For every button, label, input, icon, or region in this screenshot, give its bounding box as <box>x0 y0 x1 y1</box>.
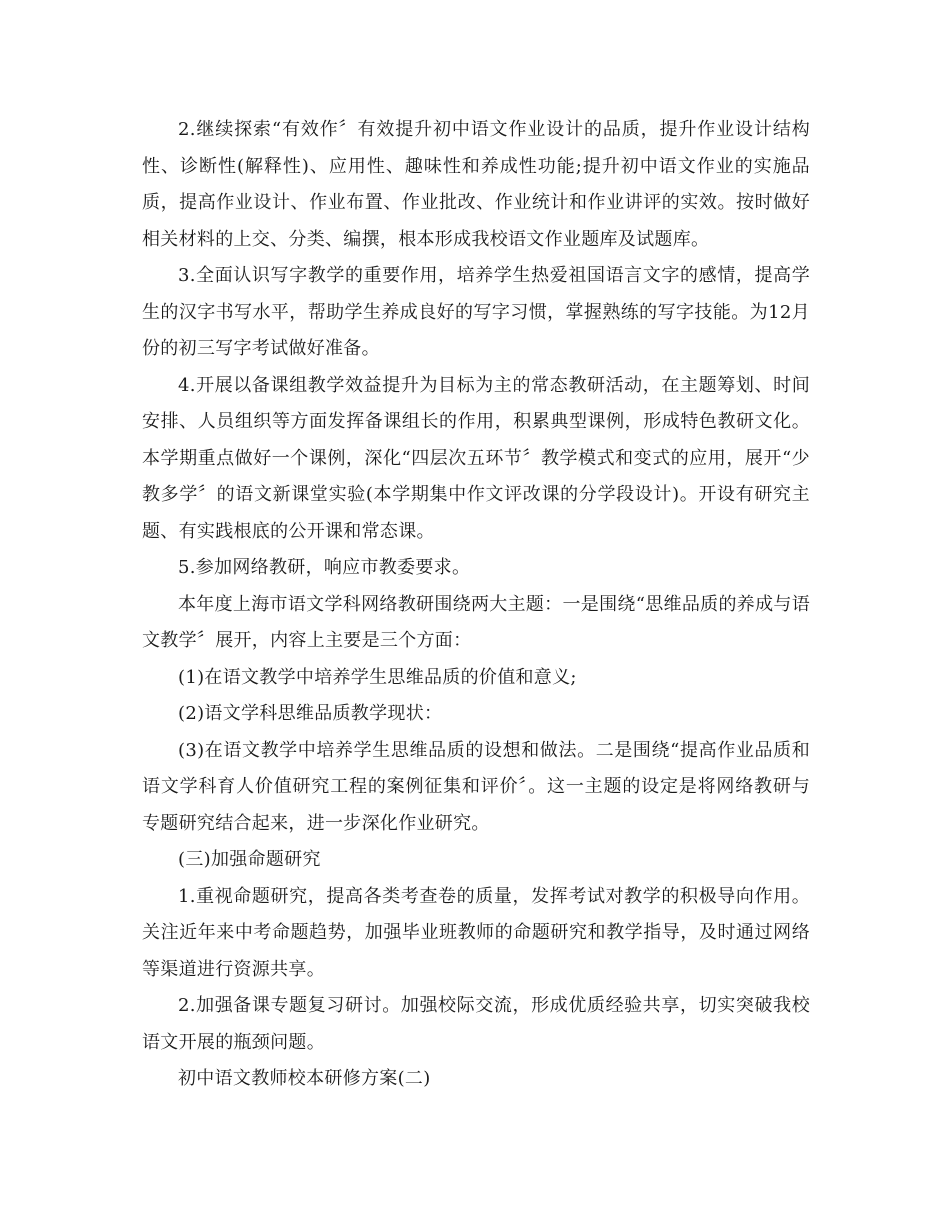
paragraph-exam-research: 1.重视命题研究，提高各类考查卷的质量，发挥考试对教学的积极导向作用。关注近年来中考命题趋势，加强毕业班教师的命题研究和教学指导，及时通过网络等渠道进行资源共享。 <box>142 885 810 980</box>
paragraph-online-research: 5.参加网络教研，响应市教委要求。 <box>178 557 471 578</box>
document-body <box>142 112 810 1098</box>
section-heading-exam-research: (三)加强命题研究 <box>178 849 321 870</box>
document-subtitle: 初中语文教师校本研修方案(二) <box>178 1068 431 1089</box>
paragraph-item-1: (1)在语文教学中培养学生思维品质的价值和意义; <box>178 666 577 688</box>
paragraph-writing-teaching: 3.全面认识写字教学的重要作用，培养学生热爱祖国语言文字的感情，提高学生的汉字书写水平，帮助学生养成良好的写字习惯，掌握熟练的写字技能。为12月份的初三写字考试做好准备。 <box>142 265 810 359</box>
paragraph-item-2: (2)语文学科思维品质教学现状： <box>178 703 443 724</box>
paragraph-homework-design: 2.继续探索“有效作〞有效提升初中语文作业设计的品质，提升作业设计结构性、诊断性(解释性)、应用性、趣味性和养成性功能;提升初中语文作业的实施品质，提高作业设计、作业布置、作业批改、作业统计和作业讲评的实效。按时做好相关材料的上交、分类、编撰，根本形成我校语文作业题库及试题库。 <box>142 119 810 250</box>
paragraph-lesson-group-research: 4.开展以备课组教学效益提升为目标为主的常态教研活动，在主题筹划、时间安排、人员组织等方面发挥备课组长的作用，积累典型课例，形成特色教研文化。 本学期重点做好一个课例，深化“四层次五环节〞教学模式和变式的应用，展开“少教多学〞的语文新课堂实验(本学期集中作文评改课的分学段设计)。开设有研究主题、有实践根底的公开课和常态课。 <box>142 374 810 542</box>
paragraph-online-research-themes: 本年度上海市语文学科网络教研围绕两大主题：一是围绕“思维品质的养成与语文教学〞展开，内容上主要是三个方面： <box>142 593 810 651</box>
paragraph-item-3: (3)在语文教学中培养学生思维品质的设想和做法。二是围绕“提高作业品质和语文学科育人价值研究工程的案例征集和评价〞。这一主题的设定是将网络教研与专题研究结合起来，进一步深化作业研究。 <box>142 739 810 834</box>
paragraph-review-seminar: 2.加强备课专题复习研讨。加强校际交流，形成优质经验共享，切实突破我校语文开展的瓶颈问题。 <box>142 995 810 1053</box>
